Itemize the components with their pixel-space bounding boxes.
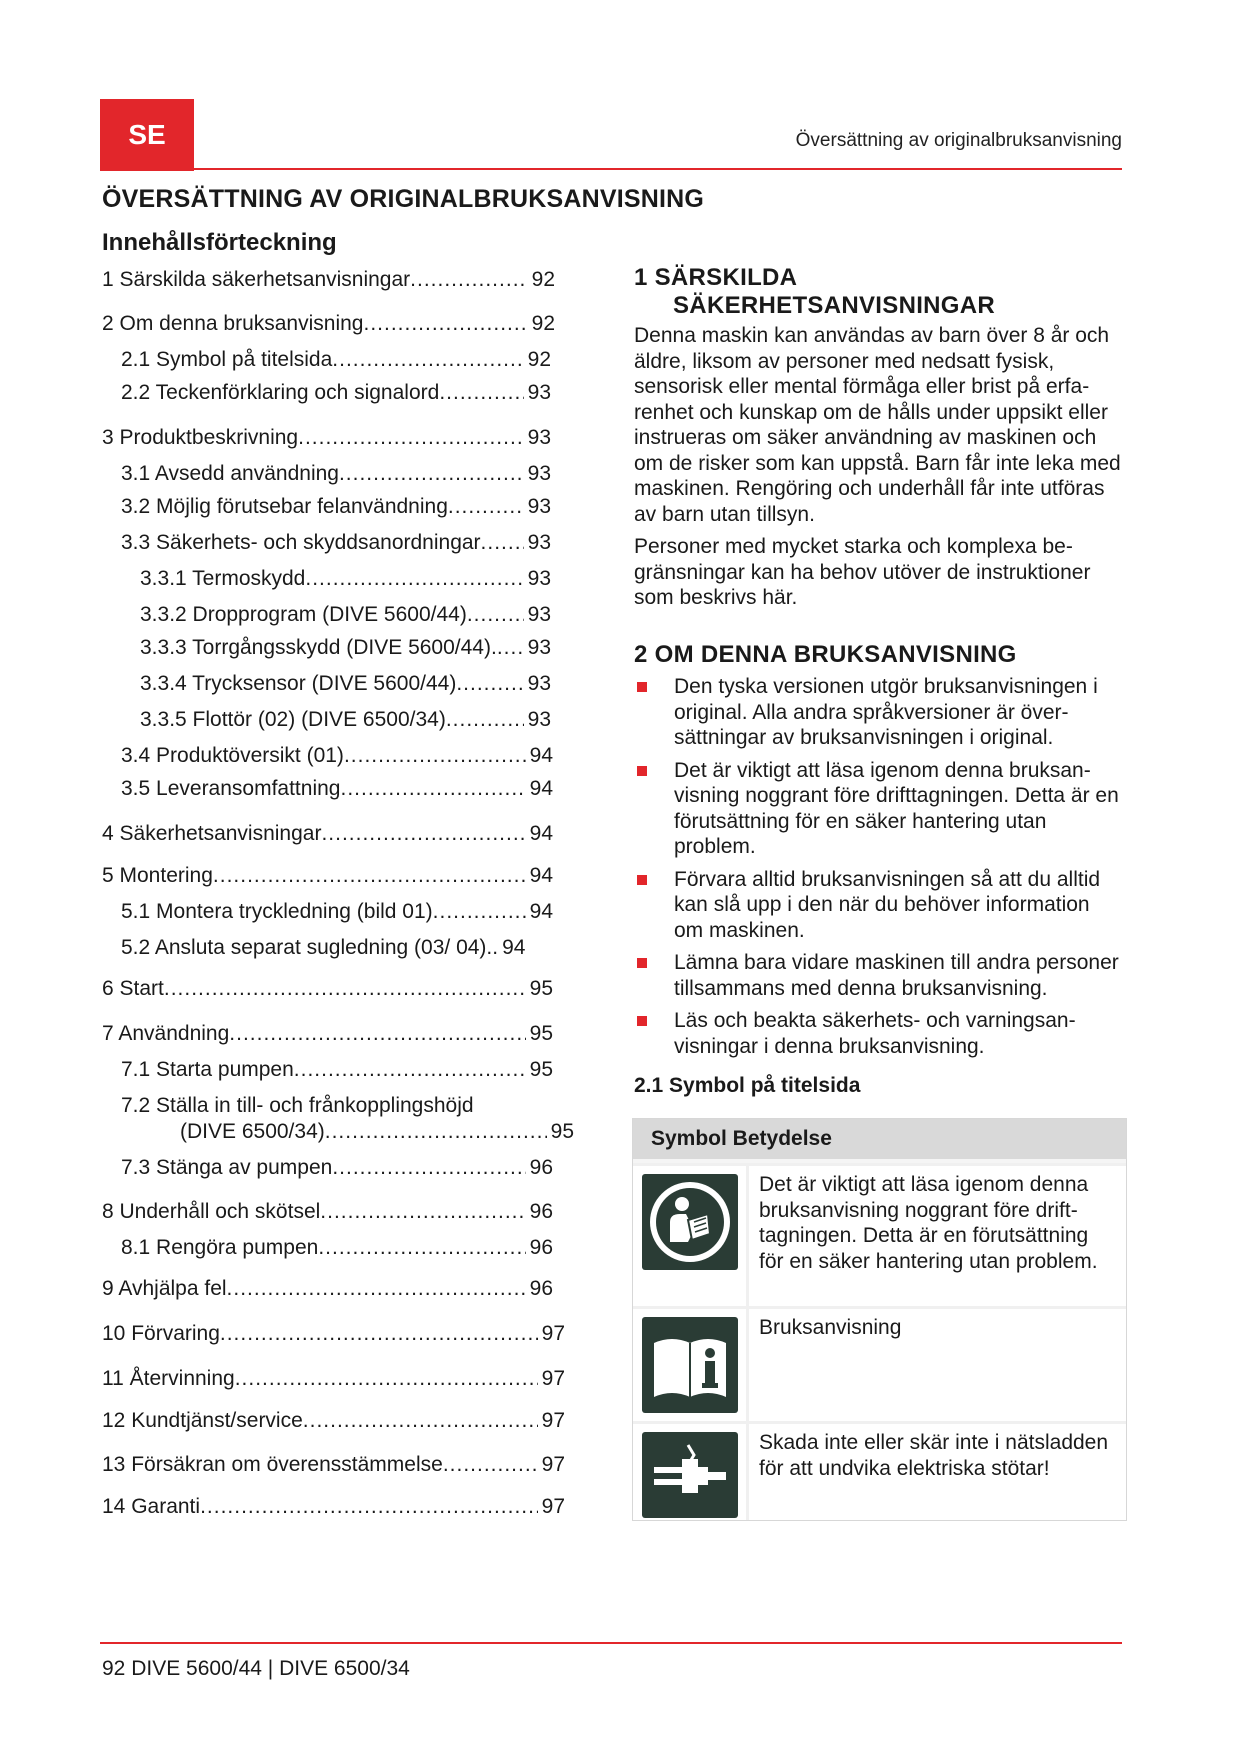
toc-entry[interactable]: 9 Avhjälpa fel ..... 96 (102, 1276, 553, 1302)
toc-entry[interactable]: 5.1 Montera tryckledning (bild 01) ..... 94 (121, 899, 553, 925)
toc-entry[interactable]: 2.2 Teckenförklaring och signalord ..... 93 (121, 380, 551, 406)
list-item: Läs och beakta säkerhets- och varningsanvisningar i denna bruksanvisning. (634, 1008, 1124, 1059)
table-row (633, 1306, 1126, 1421)
list-item: Förvara alltid bruksanvisningen så att du alltid kan slå upp i den när du behöver information om maskinen. (634, 867, 1124, 944)
icon-cell (633, 1309, 749, 1421)
document-title: ÖVERSÄTTNING AV ORIGINALBRUKSANVISNING (102, 185, 705, 213)
toc-entry[interactable]: 7.1 Starta pumpen ..... 95 (121, 1057, 553, 1083)
language-tab: SE (100, 99, 194, 171)
icon-cell (633, 1424, 749, 1520)
table-cell-text: Skada inte eller skär inte i nätsladden för att undvika elektriska stötar! (759, 1431, 1109, 1480)
list-item: Den tyska versionen utgör bruksanvisningen i original. Alla andra språkversioner är översättningar av bruksanvisningen i original. (634, 674, 1124, 751)
subsection-heading: 2.1 Symbol på titelsida (634, 1074, 861, 1097)
toc-entry[interactable]: 3.4 Produktöversikt (01) ..... 94 (121, 743, 553, 769)
toc-entry[interactable]: 3.3.1 Termoskydd ..... 93 (140, 566, 551, 592)
toc-entry[interactable]: 8.1 Rengöra pumpen ..... 96 (121, 1235, 553, 1261)
toc-entry[interactable]: 4 Säkerhetsanvisningar ..... 94 (102, 821, 553, 847)
toc-heading: Innehållsförteckning (102, 229, 337, 256)
section2-heading: 2 OM DENNA BRUKSANVISNING (634, 641, 1017, 668)
toc-entry[interactable]: 1 Särskilda säkerhetsanvisningar ..... 92 (102, 267, 555, 293)
section1-paragraph: Denna maskin kan användas av barn över 8 år och äldre, liksom av personer med nedsatt fysisk, sensorisk eller mental förmåga eller brist på erfarenhet och kunskap om de hålls under uppsikt eller instrueras om säker användning av maskinen och om de risker som kan uppstå. Barn får inte leka med maskinen. Rengöring och underhåll får inte utföras av barn utan tillsyn. (634, 324, 1121, 526)
toc-entry[interactable]: 3.3.3 Torrgångsskydd (DIVE 5600/44). ..... 93 (140, 635, 551, 661)
toc-entry[interactable]: 5.2 Ansluta separat sugledning (03/ 04).. 94 (121, 936, 526, 959)
toc-entry[interactable]: 3.3 Säkerhets- och skyddsanordningar ..... 93 (121, 530, 551, 556)
bullet-square-icon (637, 1016, 647, 1026)
read-manual-icon (642, 1174, 738, 1270)
toc-entry[interactable]: 2 Om denna bruksanvisning ..... 92 (102, 311, 555, 337)
cable-damage-icon (642, 1432, 738, 1518)
toc-entry[interactable]: 2.1 Symbol på titelsida ..... 92 (121, 347, 551, 373)
bullet-square-icon (637, 958, 647, 968)
table-cell-text: Det är viktigt att läsa igenom denna bruksanvisning noggrant före drifttagningen. Detta är en förutsättning för en säker hantering utan problem. (759, 1173, 1098, 1273)
toc-entry[interactable]: 10 Förvaring ..... 97 (102, 1321, 565, 1347)
table-header: Symbol Betydelse (633, 1119, 1126, 1163)
running-header: Översättning av originalbruksanvisning (795, 130, 1122, 151)
toc-entry[interactable]: 3 Produktbeskrivning ..... 93 (102, 425, 551, 451)
toc-entry[interactable]: 13 Försäkran om överensstämmelse ..... 97 (102, 1452, 565, 1478)
toc-entry[interactable]: 12 Kundtjänst/service ..... 97 (102, 1408, 565, 1434)
toc-entry[interactable]: 7.3 Stänga av pumpen ..... 96 (121, 1155, 553, 1181)
toc-entry[interactable]: 3.3.2 Dropprogram (DIVE 5600/44) ..... 93 (140, 602, 551, 628)
bullet-square-icon (637, 766, 647, 776)
toc-entry[interactable]: 7.2 Ställa in till- och frånkopplingshöjd (DIVE 6500/34) ..... 95 (121, 1093, 574, 1145)
bullet-square-icon (637, 875, 647, 885)
table-row (633, 1421, 1126, 1520)
icon-cell (633, 1166, 749, 1306)
footer-rule (100, 1642, 1122, 1644)
list-item: Lämna bara vidare maskinen till andra personer tillsammans med denna bruksanvisning. (634, 950, 1124, 1001)
toc-entry[interactable]: 6 Start ..... 95 (102, 976, 553, 1002)
header-rule (100, 168, 1122, 170)
toc-entry[interactable]: 7 Användning ..... 95 (102, 1021, 553, 1047)
toc-entry[interactable]: 3.5 Leveransomfattning ..... 94 (121, 776, 553, 802)
symbol-table (632, 1118, 1127, 1521)
toc-entry[interactable]: 5 Montering ..... 94 (102, 863, 553, 889)
list-item: Det är viktigt att läsa igenom denna bruksanvisning noggrant före drifttagningen. Detta är en förutsättning för en säker hantering utan problem. (634, 758, 1124, 860)
toc-entry[interactable]: 3.2 Möjlig förutsebar felanvändning ..... 93 (121, 494, 551, 520)
toc-entry[interactable]: 11 Återvinning ..... 97 (102, 1366, 565, 1392)
toc-entry[interactable]: 3.1 Avsedd användning ..... 93 (121, 461, 551, 487)
bullet-square-icon (637, 682, 647, 692)
section1-paragraph: Personer med mycket starka och komplexa begränsningar kan ha behov utöver de instruktioner som beskrivs här. (634, 535, 1091, 609)
table-cell-text: Bruksanvisning (759, 1316, 902, 1339)
toc-entry[interactable]: 3.3.5 Flottör (02) (DIVE 6500/34) ..... 93 (140, 707, 551, 733)
toc-entry[interactable]: 14 Garanti ..... 97 (102, 1494, 565, 1520)
manual-info-icon (642, 1317, 738, 1413)
section1-heading: 1 SÄRSKILDA SÄKERHETSANVISNINGAR (634, 264, 996, 319)
toc-entry[interactable]: 8 Underhåll och skötsel ..... 96 (102, 1199, 553, 1225)
toc-entry[interactable]: 3.3.4 Trycksensor (DIVE 5600/44) ..... 93 (140, 671, 551, 697)
table-row (633, 1163, 1126, 1306)
page-footer: 92 DIVE 5600/44 | DIVE 6500/34 (102, 1657, 410, 1680)
section2-bullet-list (634, 674, 1124, 1066)
